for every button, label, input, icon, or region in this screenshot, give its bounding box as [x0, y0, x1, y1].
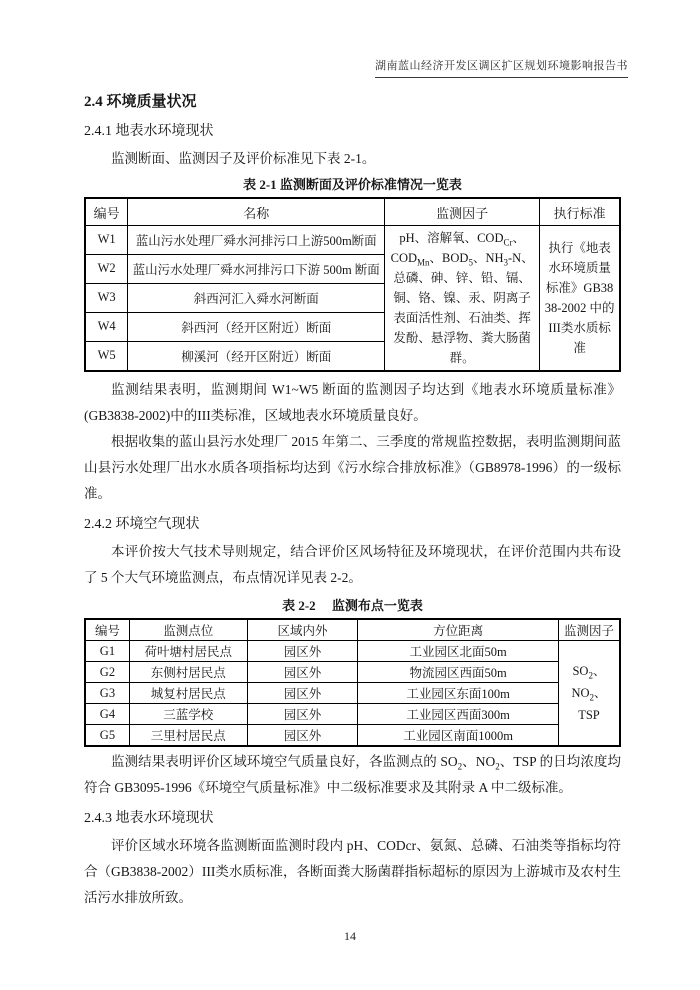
cell-name: 斜西河汇入舜水河断面 — [128, 283, 385, 312]
cell-id: G5 — [85, 725, 129, 747]
table-row — [85, 704, 620, 725]
col-header-zone: 区域内外 — [247, 619, 358, 641]
col-header-standard: 执行标准 — [540, 198, 620, 226]
table-row — [85, 725, 620, 747]
page-number: 14 — [344, 929, 356, 943]
table-row — [85, 662, 620, 683]
heading-2-4-3: 2.4.3 地表水环境现状 — [84, 811, 214, 826]
cell-name: 斜西河（经开区附近）断面 — [128, 312, 385, 341]
cell-name: 柳溪河（经开区附近）断面 — [128, 341, 385, 371]
cell-distance: 工业园区南面1000m — [358, 725, 559, 747]
cell-id: G2 — [85, 662, 129, 683]
cell-site: 荷叶塘村居民点 — [129, 641, 247, 662]
col-header-id: 编号 — [85, 619, 129, 641]
heading-2-4-1: 2.4.1 地表水环境现状 — [84, 124, 214, 139]
cell-id: W1 — [85, 226, 128, 255]
cell-site: 东侧村居民点 — [129, 662, 247, 683]
table-header-row — [85, 198, 620, 226]
cell-id: W4 — [85, 312, 128, 341]
col-header-factors: 监测因子 — [385, 198, 540, 226]
cell-zone: 园区外 — [247, 725, 358, 747]
table-header-row — [85, 619, 620, 641]
cell-zone: 园区外 — [247, 662, 358, 683]
cell-distance: 物流园区西面50m — [358, 662, 559, 683]
page-content — [84, 90, 621, 911]
cell-name: 蓝山污水处理厂舜水河排污口下游 500m 断面 — [128, 254, 385, 283]
heading-2-4-2: 2.4.2 环境空气现状 — [84, 517, 200, 532]
cell-distance: 工业园区北面50m — [358, 641, 559, 662]
paragraph-air-result: 监测结果表明评价区域环境空气质量良好，各监测点的 $SO_2$、$NO_2$、TSP 的日均浓度均符合 GB3095-1996《环境空气质量标准》中二级标准要求及其附录 A 中二级标准。 — [84, 754, 621, 795]
cell-site: 三蓝学校 — [129, 704, 247, 725]
cell-id: W3 — [85, 283, 128, 312]
cell-standard: 执行《地表水环境质量标准》GB3838-2002 中的III类水质标准 — [540, 226, 620, 372]
col-header-factors: 监测因子 — [558, 619, 620, 641]
table-2-1 — [84, 197, 621, 372]
cell-id: W2 — [85, 254, 128, 283]
table-2-2-title: 表 2-2 监测布点一览表 — [282, 598, 423, 613]
cell-zone: 园区外 — [247, 683, 358, 704]
cell-monitor-factors: $SO_2$、$NO_2$、TSP — [558, 641, 620, 747]
paragraph-air-intro: 本评价按大气技术导则规定，结合评价区风场特征及环境现状，在评价范围内共布设了 5 个大气环境监测点，布点情况详见表 2-2。 — [84, 544, 621, 585]
table-row — [85, 226, 620, 255]
cell-name: 蓝山污水处理厂舜水河排污口上游500m断面 — [128, 226, 385, 255]
col-header-distance: 方位距离 — [358, 619, 559, 641]
running-header: 湖南蓝山经济开发区调区扩区规划环境影响报告书 — [375, 57, 628, 78]
cell-distance: 工业园区东面100m — [358, 683, 559, 704]
table-row — [85, 683, 620, 704]
col-header-site: 监测点位 — [129, 619, 247, 641]
paragraph-water-result: 监测结果表明，监测期间 W1~W5 断面的监测因子均达到《地表水环境质量标准》(GB3838-2002)中的III类标准，区域地表水环境质量良好。 — [84, 382, 621, 423]
cell-id: G4 — [85, 704, 129, 725]
cell-zone: 园区外 — [247, 704, 358, 725]
cell-distance: 工业园区西面300m — [358, 704, 559, 725]
cell-id: G3 — [85, 683, 129, 704]
cell-zone: 园区外 — [247, 641, 358, 662]
table-row — [85, 641, 620, 662]
cell-site: 城复村居民点 — [129, 683, 247, 704]
col-header-id: 编号 — [85, 198, 128, 226]
cell-id: G1 — [85, 641, 129, 662]
paragraph-sewage-plant: 根据收集的蓝山县污水处理厂 2015 年第二、三季度的常规监控数据，表明监测期间蓝山县污水处理厂出水水质各项指标均达到《污水综合排放标准》（GB8978-1996）的一级标准。 — [84, 434, 621, 501]
paragraph-table1-intro: 监测断面、监测因子及评价标准见下表 2-1。 — [111, 151, 376, 166]
table-2-1-title: 表 2-1 监测断面及评价标准情况一览表 — [243, 177, 462, 192]
col-header-name: 名称 — [128, 198, 385, 226]
cell-monitor-factors: pH、溶解氧、$COD_{Cr}$、$COD_{Mn}$、$BOD_5$、$NH_3-N$、总磷、砷、锌、铅、镉、铜、铬、镍、汞、阴离子表面活性剂、石油类、挥发酚、悬浮物、粪大肠菌群。 — [385, 226, 540, 372]
table-2-2 — [84, 618, 621, 747]
cell-id: W5 — [85, 341, 128, 371]
heading-2-4: 2.4 环境质量状况 — [84, 94, 197, 110]
cell-site: 三里村居民点 — [129, 725, 247, 747]
paragraph-surface-water: 评价区域水环境各监测断面监测时段内 pH、CODcr、氨氮、总磷、石油类等指标均符合（GB3838-2002）III类水质标准，各断面粪大肠菌群指标超标的原因为上游城市及农村生活污水排放所致。 — [84, 838, 621, 905]
